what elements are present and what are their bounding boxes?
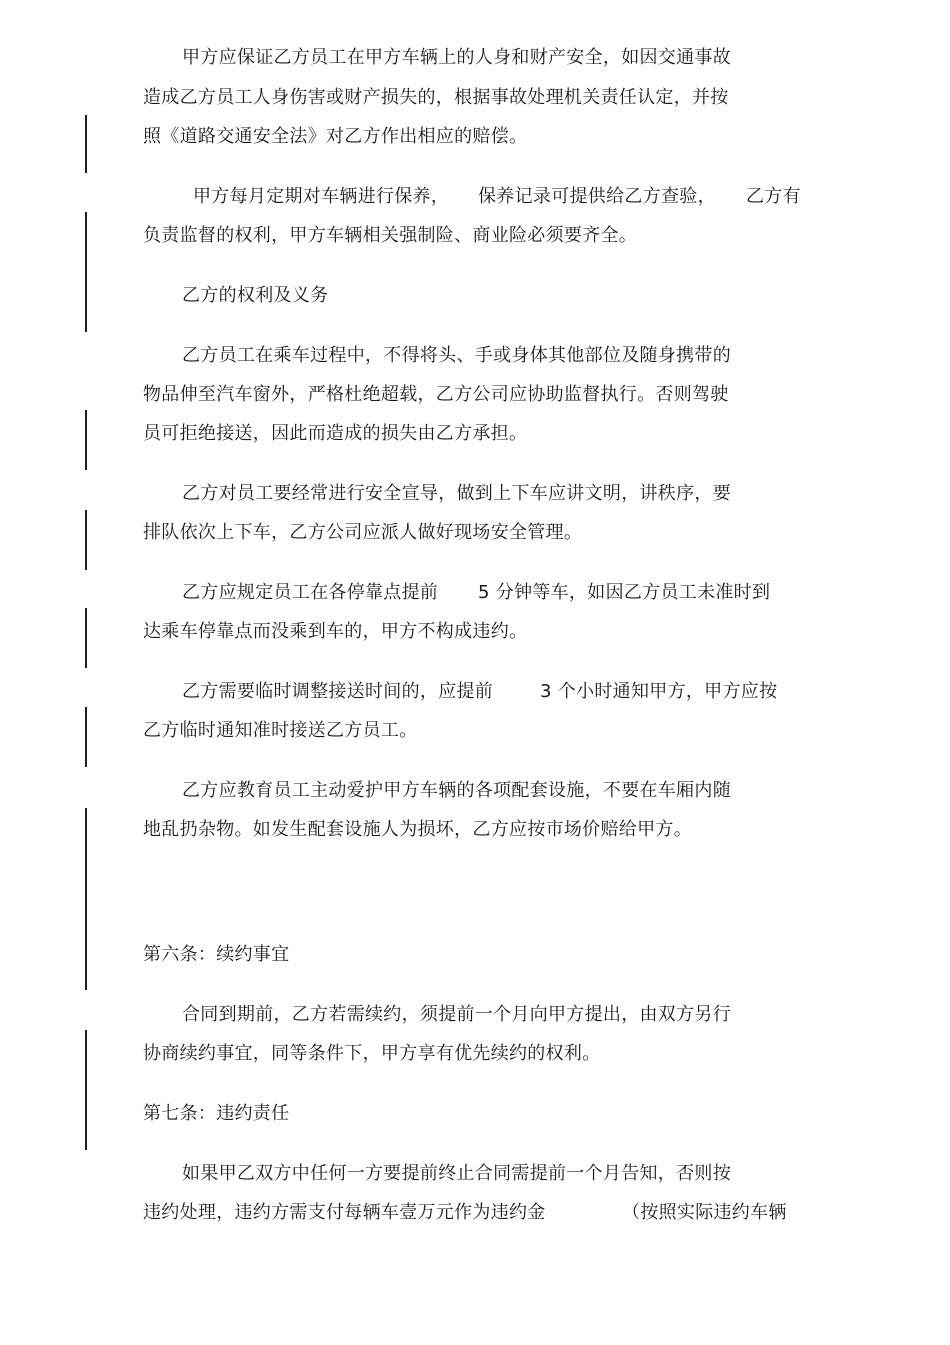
margin-bar bbox=[85, 1030, 87, 1150]
text-line: 甲方应保证乙方员工在甲方车辆上的人身和财产安全，如因交通事故 bbox=[182, 47, 731, 68]
text-line: 合同到期前，乙方若需续约，须提前一个月向甲方提出，由双方另行 bbox=[182, 1004, 731, 1025]
text-line: 负责监督的权利，甲方车辆相关强制险、商业险必须要齐全。 bbox=[143, 225, 638, 246]
text-line: 排队依次上下车，乙方公司应派人做好现场安全管理。 bbox=[143, 522, 583, 543]
text-line: 照《道路交通安全法》对乙方作出相应的赔偿。 bbox=[143, 126, 528, 147]
article-heading: 第六条：续约事宜 bbox=[143, 944, 290, 965]
text-line: 如果甲乙双方中任何一方要提前终止合同需提前一个月告知，否则按 bbox=[182, 1163, 731, 1184]
text-line: 3 个小时通知甲方，甲方应按 bbox=[540, 681, 778, 702]
text-line: 乙方应教育员工主动爱护甲方车辆的各项配套设施，不要在车厢内随 bbox=[182, 780, 731, 801]
text-line: 物品伸至汽车窗外，严格杜绝超载，乙方公司应协助监督执行。否则驾驶 bbox=[143, 384, 729, 405]
text-line: 造成乙方员工人身伤害或财产损失的，根据事故处理机关责任认定，并按 bbox=[143, 87, 729, 108]
section-heading: 乙方的权利及义务 bbox=[182, 285, 329, 306]
margin-bar bbox=[85, 410, 87, 470]
text-line: 协商续约事宜，同等条件下，甲方享有优先续约的权利。 bbox=[143, 1043, 601, 1064]
text-line: 违约处理，违约方需支付每辆车壹万元作为违约金 bbox=[143, 1202, 546, 1223]
text-line: 地乱扔杂物。如发生配套设施人为损坏，乙方应按市场价赔给甲方。 bbox=[143, 819, 692, 840]
text-line: 保养记录可提供给乙方查验， bbox=[478, 186, 716, 207]
text-line: 乙方需要临时调整接送时间的，应提前 bbox=[182, 681, 494, 702]
text-line: 乙方对员工要经常进行安全宣导，做到上下车应讲文明，讲秩序，要 bbox=[182, 483, 731, 504]
text-line: 5 分钟等车，如因乙方员工未准时到 bbox=[478, 582, 771, 603]
text-line: （按照实际违约车辆 bbox=[622, 1202, 787, 1223]
text-line: 达乘车停靠点而没乘到车的，甲方不构成违约。 bbox=[143, 621, 528, 642]
text-line: 员可拒绝接送，因此而造成的损失由乙方承担。 bbox=[143, 423, 528, 444]
margin-bar bbox=[85, 510, 87, 570]
text-line: 乙方有 bbox=[746, 186, 801, 207]
margin-bar bbox=[85, 808, 87, 990]
text-line: 甲方每月定期对车辆进行保养， bbox=[193, 186, 450, 207]
text-line: 乙方临时通知准时接送乙方员工。 bbox=[143, 720, 418, 741]
article-heading: 第七条：违约责任 bbox=[143, 1103, 290, 1124]
margin-bar bbox=[85, 115, 87, 173]
text-line: 乙方应规定员工在各停靠点提前 bbox=[182, 582, 439, 603]
margin-bar bbox=[85, 608, 87, 668]
margin-bar bbox=[85, 707, 87, 767]
text-line: 乙方员工在乘车过程中，不得将头、手或身体其他部位及随身携带的 bbox=[182, 345, 731, 366]
margin-bar bbox=[85, 212, 87, 332]
